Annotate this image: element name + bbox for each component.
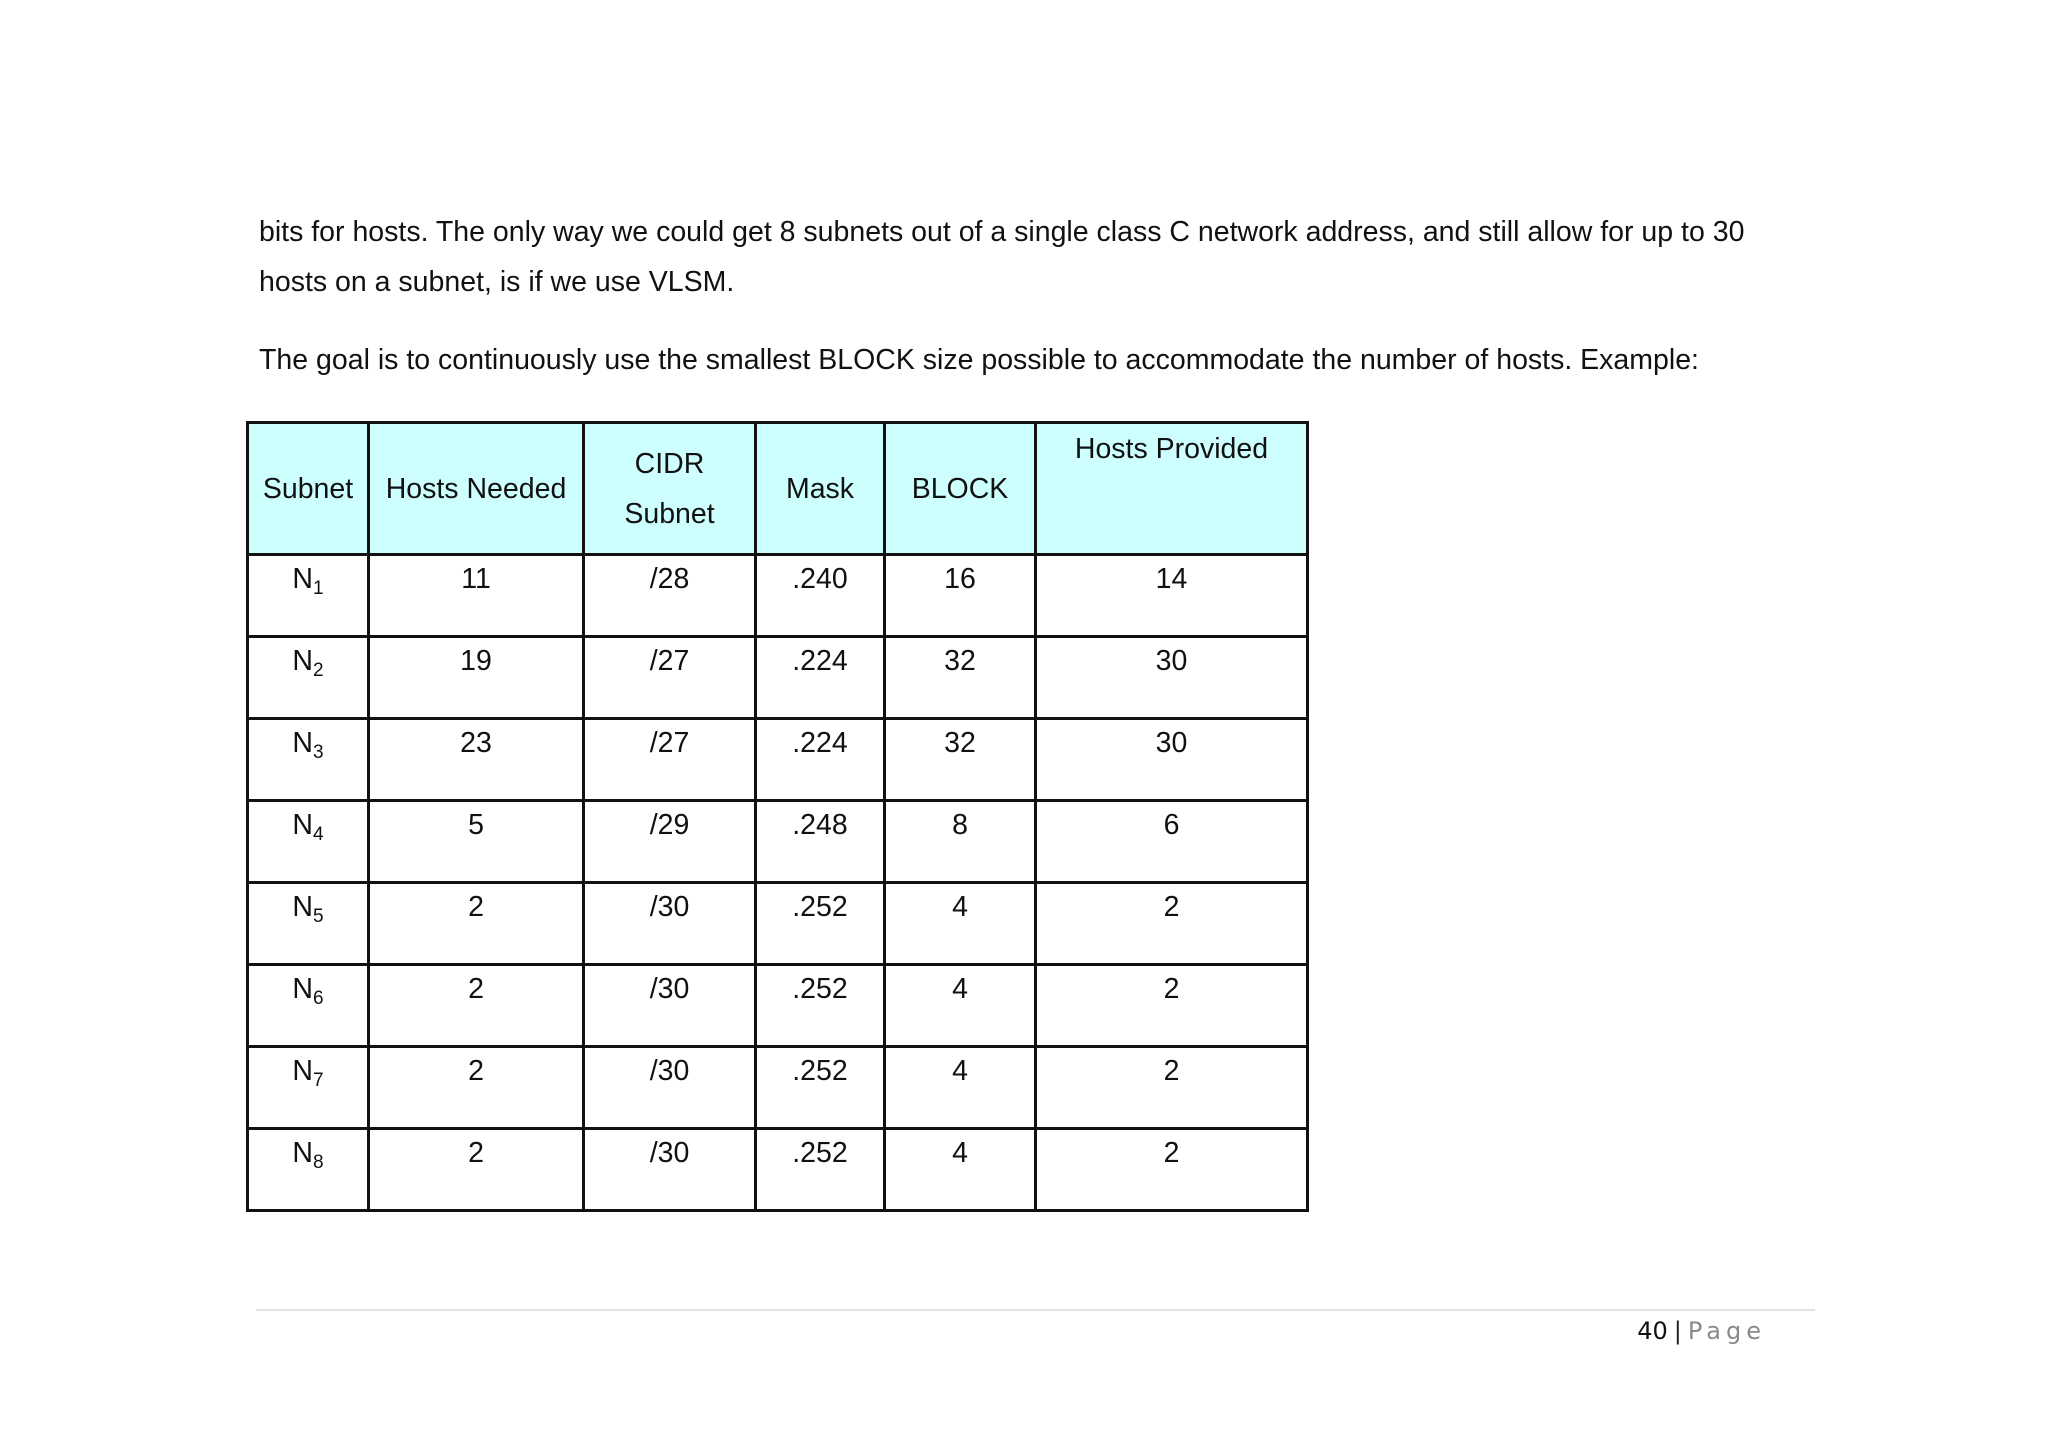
cell-mask: .252 xyxy=(756,1047,885,1129)
cell-cidr: /28 xyxy=(584,555,756,637)
cell-mask: .252 xyxy=(756,883,885,965)
body-text-line: bits for hosts. The only way we could get 8 subnets out of a single class C network address, and still allow for up to 30 xyxy=(259,216,1745,248)
cell-block: 16 xyxy=(885,555,1036,637)
subnet-letter: N xyxy=(292,891,313,923)
header-subnet: Subnet xyxy=(248,423,369,555)
table-row xyxy=(248,801,1308,883)
cell-hosts-needed: 11 xyxy=(369,555,584,637)
header-hosts-needed: Hosts Needed xyxy=(369,423,584,555)
subnet-index: 8 xyxy=(313,1152,324,1173)
cell-block: 4 xyxy=(885,1129,1036,1211)
cell-mask: .248 xyxy=(756,801,885,883)
subnet-letter: N xyxy=(292,1055,313,1087)
cell-hosts-provided: 2 xyxy=(1036,1047,1308,1129)
body-text-line: hosts on a subnet, is if we use VLSM. xyxy=(259,266,735,298)
vlsm-subnet-table xyxy=(246,421,1309,1212)
footer-separator: | xyxy=(1673,1317,1682,1345)
subnet-letter: N xyxy=(292,809,313,841)
cell-subnet xyxy=(248,1047,369,1129)
cell-mask: .252 xyxy=(756,965,885,1047)
cell-mask: .224 xyxy=(756,719,885,801)
header-cidr-line1: CIDR xyxy=(634,447,705,480)
cell-hosts-needed: 2 xyxy=(369,1129,584,1211)
header-cidr-subnet xyxy=(584,423,756,555)
cell-block: 32 xyxy=(885,719,1036,801)
table-row xyxy=(248,637,1308,719)
subnet-index: 1 xyxy=(313,578,324,599)
cell-subnet xyxy=(248,801,369,883)
table-row xyxy=(248,883,1308,965)
cell-block: 8 xyxy=(885,801,1036,883)
cell-block: 4 xyxy=(885,965,1036,1047)
cell-subnet xyxy=(248,719,369,801)
body-text-paragraph: The goal is to continuously use the smallest BLOCK size possible to accommodate the number of hosts. Example: xyxy=(259,344,1699,376)
subnet-index: 2 xyxy=(313,660,324,681)
subnet-index: 3 xyxy=(313,742,324,763)
header-hosts-provided: Hosts Provided xyxy=(1036,423,1308,555)
cell-hosts-needed: 23 xyxy=(369,719,584,801)
cell-hosts-needed: 2 xyxy=(369,883,584,965)
cell-mask: .224 xyxy=(756,637,885,719)
subnet-index: 7 xyxy=(313,1070,324,1091)
cell-subnet xyxy=(248,965,369,1047)
cell-cidr: /29 xyxy=(584,801,756,883)
header-block: BLOCK xyxy=(885,423,1036,555)
table-row xyxy=(248,555,1308,637)
subnet-letter: N xyxy=(292,1137,313,1169)
cell-block: 4 xyxy=(885,1047,1036,1129)
cell-cidr: /30 xyxy=(584,883,756,965)
table-row xyxy=(248,965,1308,1047)
header-cidr-line2: Subnet xyxy=(624,497,715,530)
cell-hosts-provided: 14 xyxy=(1036,555,1308,637)
cell-hosts-needed: 2 xyxy=(369,1047,584,1129)
table-header-row xyxy=(248,423,1308,555)
subnet-index: 4 xyxy=(313,824,324,845)
subnet-letter: N xyxy=(292,563,313,595)
cell-block: 4 xyxy=(885,883,1036,965)
page-number: 40 xyxy=(1637,1317,1668,1345)
cell-block: 32 xyxy=(885,637,1036,719)
page-label: Page xyxy=(1687,1317,1766,1345)
cell-subnet xyxy=(248,637,369,719)
cell-cidr: /30 xyxy=(584,1129,756,1211)
footer-divider xyxy=(256,1309,1815,1311)
cell-cidr: /27 xyxy=(584,637,756,719)
cell-cidr: /27 xyxy=(584,719,756,801)
cell-hosts-needed: 19 xyxy=(369,637,584,719)
cell-hosts-needed: 2 xyxy=(369,965,584,1047)
subnet-index: 5 xyxy=(313,906,324,927)
cell-mask: .252 xyxy=(756,1129,885,1211)
subnet-letter: N xyxy=(292,973,313,1005)
cell-subnet xyxy=(248,1129,369,1211)
header-mask: Mask xyxy=(756,423,885,555)
subnet-letter: N xyxy=(292,645,313,677)
table-row xyxy=(248,1129,1308,1211)
page-footer xyxy=(1637,1314,1766,1348)
cell-hosts-provided: 2 xyxy=(1036,965,1308,1047)
cell-hosts-provided: 6 xyxy=(1036,801,1308,883)
subnet-letter: N xyxy=(292,727,313,759)
cell-hosts-provided: 30 xyxy=(1036,719,1308,801)
cell-hosts-provided: 2 xyxy=(1036,883,1308,965)
cell-cidr: /30 xyxy=(584,1047,756,1129)
cell-hosts-provided: 30 xyxy=(1036,637,1308,719)
cell-subnet xyxy=(248,555,369,637)
table-row xyxy=(248,719,1308,801)
table-body xyxy=(248,555,1308,1211)
cell-hosts-provided: 2 xyxy=(1036,1129,1308,1211)
cell-cidr: /30 xyxy=(584,965,756,1047)
cell-mask: .240 xyxy=(756,555,885,637)
cell-hosts-needed: 5 xyxy=(369,801,584,883)
cell-subnet xyxy=(248,883,369,965)
table-row xyxy=(248,1047,1308,1129)
subnet-index: 6 xyxy=(313,988,324,1009)
